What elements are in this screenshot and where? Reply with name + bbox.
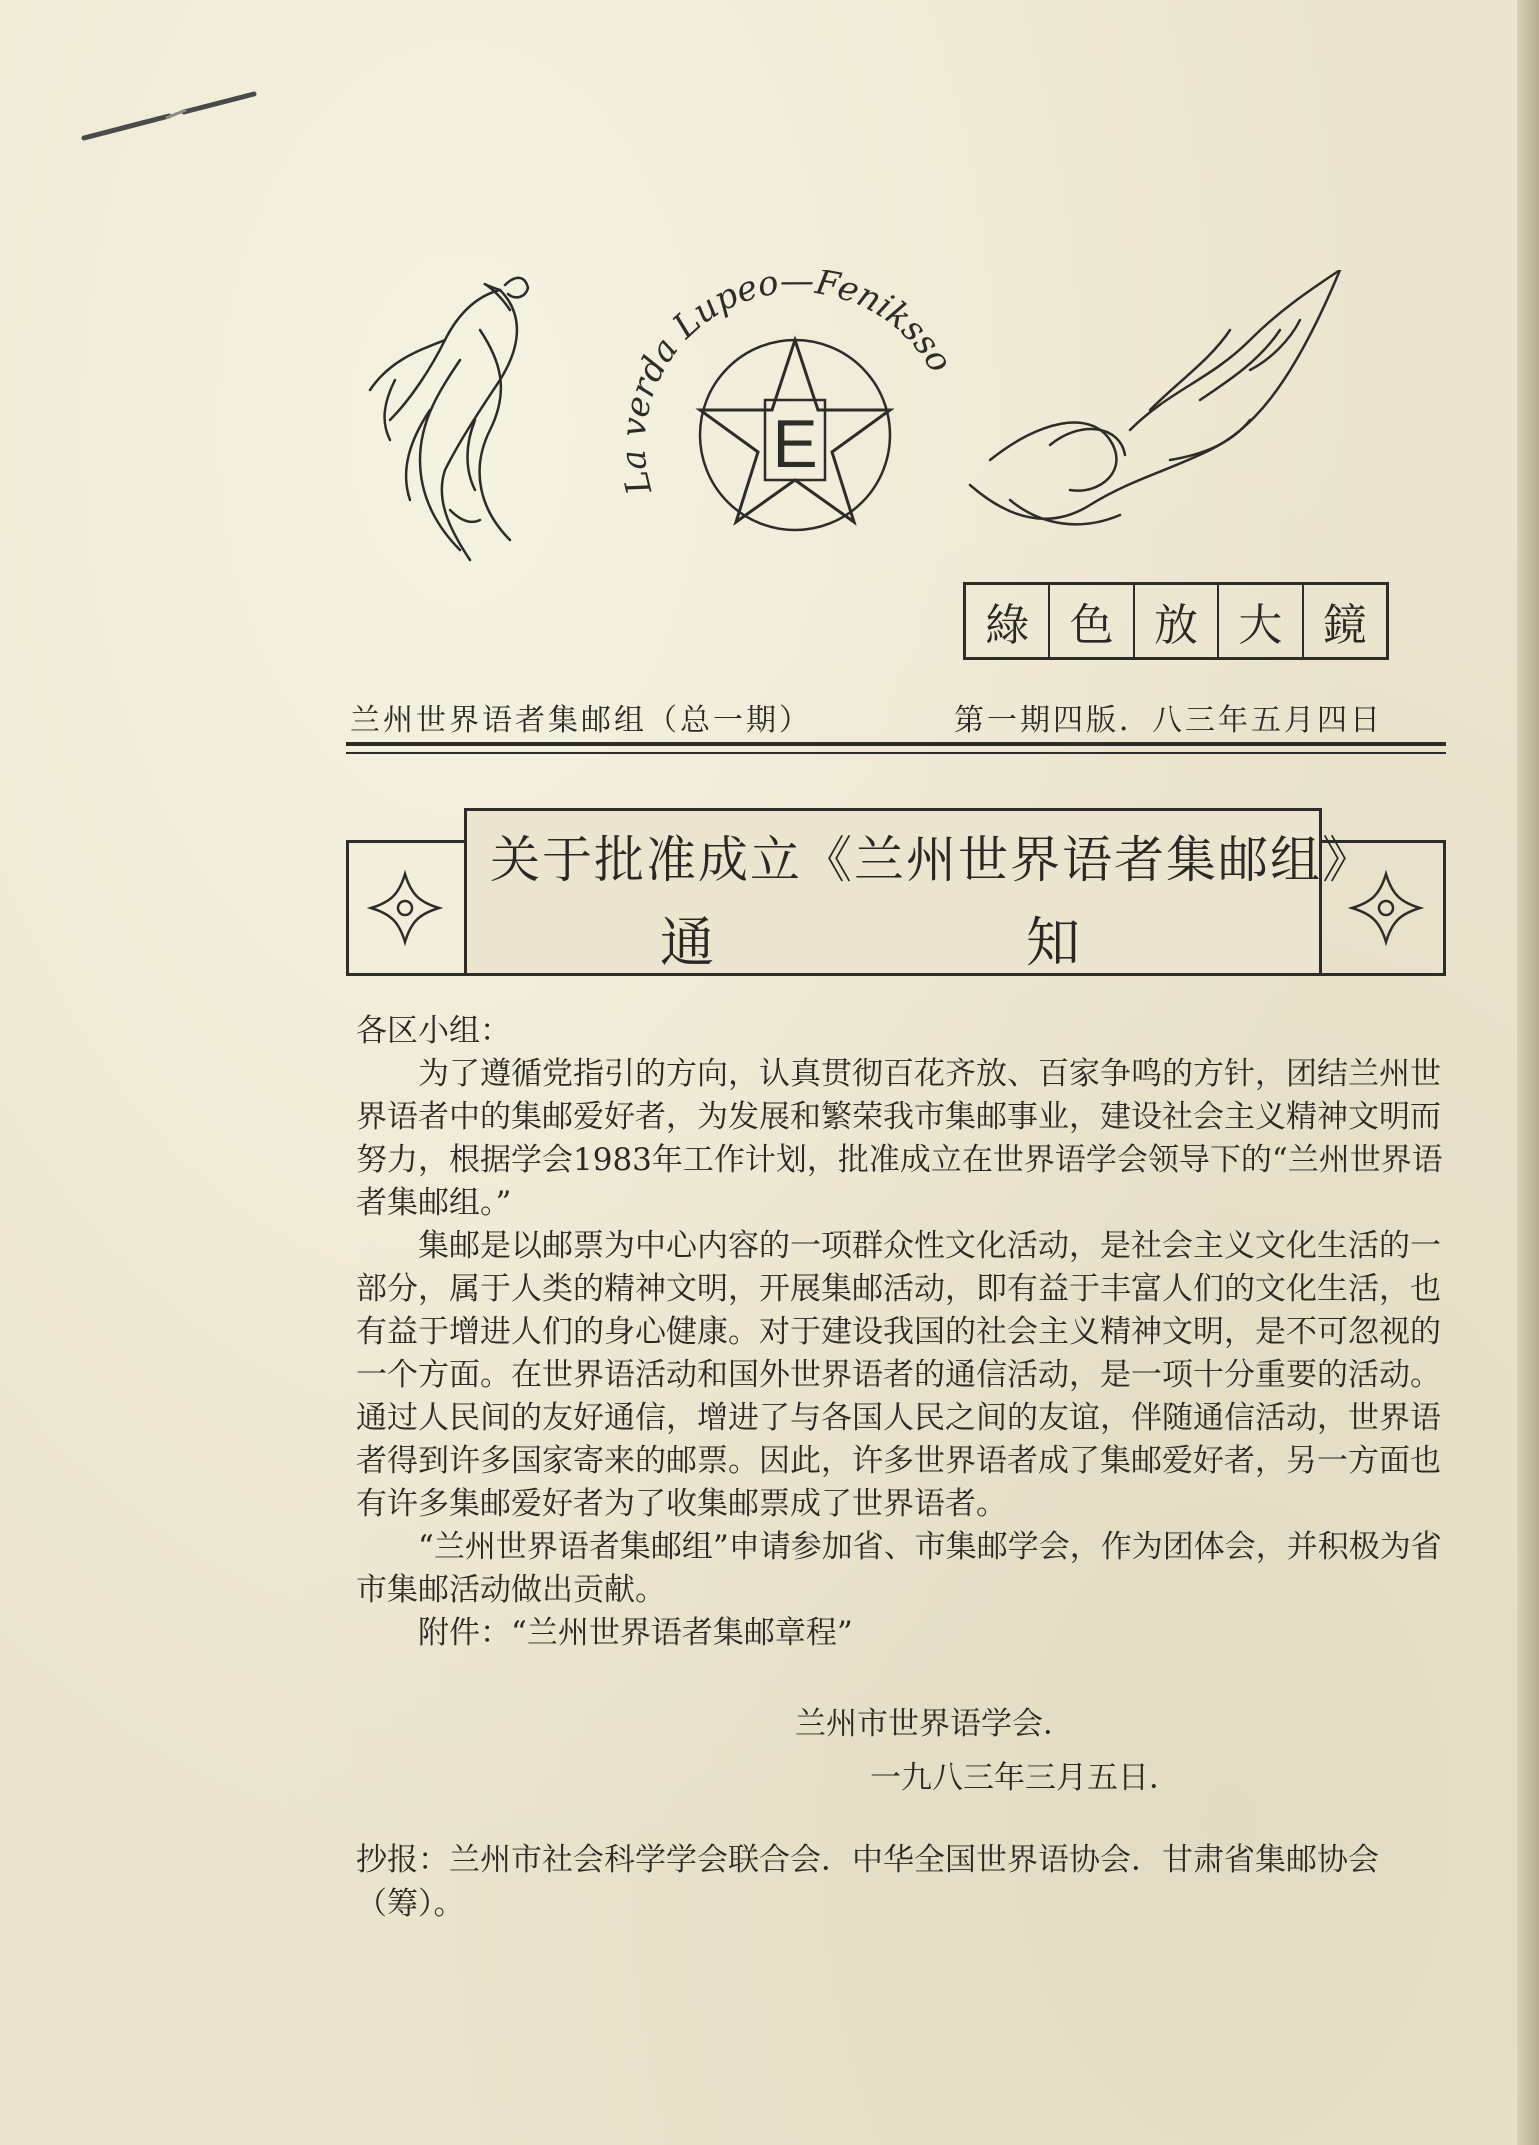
star-letter: E bbox=[772, 406, 818, 482]
notice-title: 关于批准成立《兰州世界语者集邮组》 bbox=[490, 831, 1374, 889]
attachment-note: 附件：“兰州世界语者集邮章程” bbox=[418, 1615, 853, 1651]
title-char: 大 bbox=[1219, 585, 1303, 657]
body-paragraph: “兰州世界语者集邮组”申请参加省、市集邮学会，作为团体会，并积极为省市集邮活动做出贡献。 bbox=[356, 1529, 1442, 1608]
masthead-chinese-title bbox=[963, 582, 1389, 660]
notice-subtitle bbox=[660, 900, 1080, 977]
paper-edge bbox=[1517, 0, 1539, 2145]
body-paragraph: 为了遵循党指引的方向，认真贯彻百花齐放、百家争鸣的方针，团结兰州世界语者中的集邮爱好者，为发展和繁荣我市集邮事业，建设社会主义精神文明而努力，根据学会1983年工作计划，批准成立在世界语学会领导下的“兰州世界语者集邮组。” bbox=[356, 1056, 1443, 1221]
notice-subtitle-char: 通 bbox=[660, 911, 714, 974]
notice-body bbox=[356, 1010, 1456, 1655]
ornament-right-icon bbox=[1346, 868, 1426, 948]
divider bbox=[346, 752, 1446, 754]
title-char: 放 bbox=[1135, 585, 1219, 657]
staple-icon bbox=[74, 86, 264, 146]
issue-group: 兰州世界语者集邮组（总一期） bbox=[350, 703, 812, 738]
title-char: 綠 bbox=[966, 585, 1050, 657]
esperanto-arc-title: La verda Lupeo—Feniksso bbox=[613, 270, 961, 499]
title-char: 色 bbox=[1050, 585, 1134, 657]
notice-subtitle-char: 知 bbox=[1026, 911, 1080, 974]
masthead-illustration bbox=[350, 270, 1410, 630]
signature-org: 兰州市世界语学会． bbox=[795, 1706, 1074, 1742]
esperanto-star-emblem bbox=[614, 270, 961, 530]
body-paragraph: 集邮是以邮票为中心内容的一项群众性文化活动，是社会主义文化生活的一部分，属于人类的精神文明，开展集邮活动，即有益于丰富人们的文化生活，也有益于增进人们的身心健康。对于建设我国的社会主义精神文明，是不可忽视的一个方面。在世界语活动和国外世界语者的通信活动，是一项十分重要的活动。通过人民间的友好通信，增进了与各国人民之间的友谊，伴随通信活动，世界语者得到许多国家寄来的邮票。因此，许多世界语者成了集邮爱好者，另一方面也有许多集邮爱好者为了收集邮票成了世界语者。 bbox=[356, 1228, 1441, 1522]
right-flying-apsara-icon bbox=[970, 270, 1340, 524]
divider bbox=[346, 742, 1446, 746]
signature-date: 一九八三年三月五日． bbox=[870, 1760, 1180, 1796]
masthead bbox=[350, 270, 1410, 630]
title-char: 鏡 bbox=[1322, 600, 1367, 651]
cc-line: 抄报：兰州市社会科学学会联合会．中华全国世界语协会．甘肃省集邮协会（筹）。 bbox=[356, 1842, 1379, 1922]
salutation: 各区小组： bbox=[356, 1013, 511, 1049]
ornament-left-icon bbox=[365, 868, 445, 948]
issue-number-date: 第一期四版．八三年五月四日 bbox=[954, 703, 1383, 738]
left-flying-apsara-icon bbox=[370, 278, 528, 560]
